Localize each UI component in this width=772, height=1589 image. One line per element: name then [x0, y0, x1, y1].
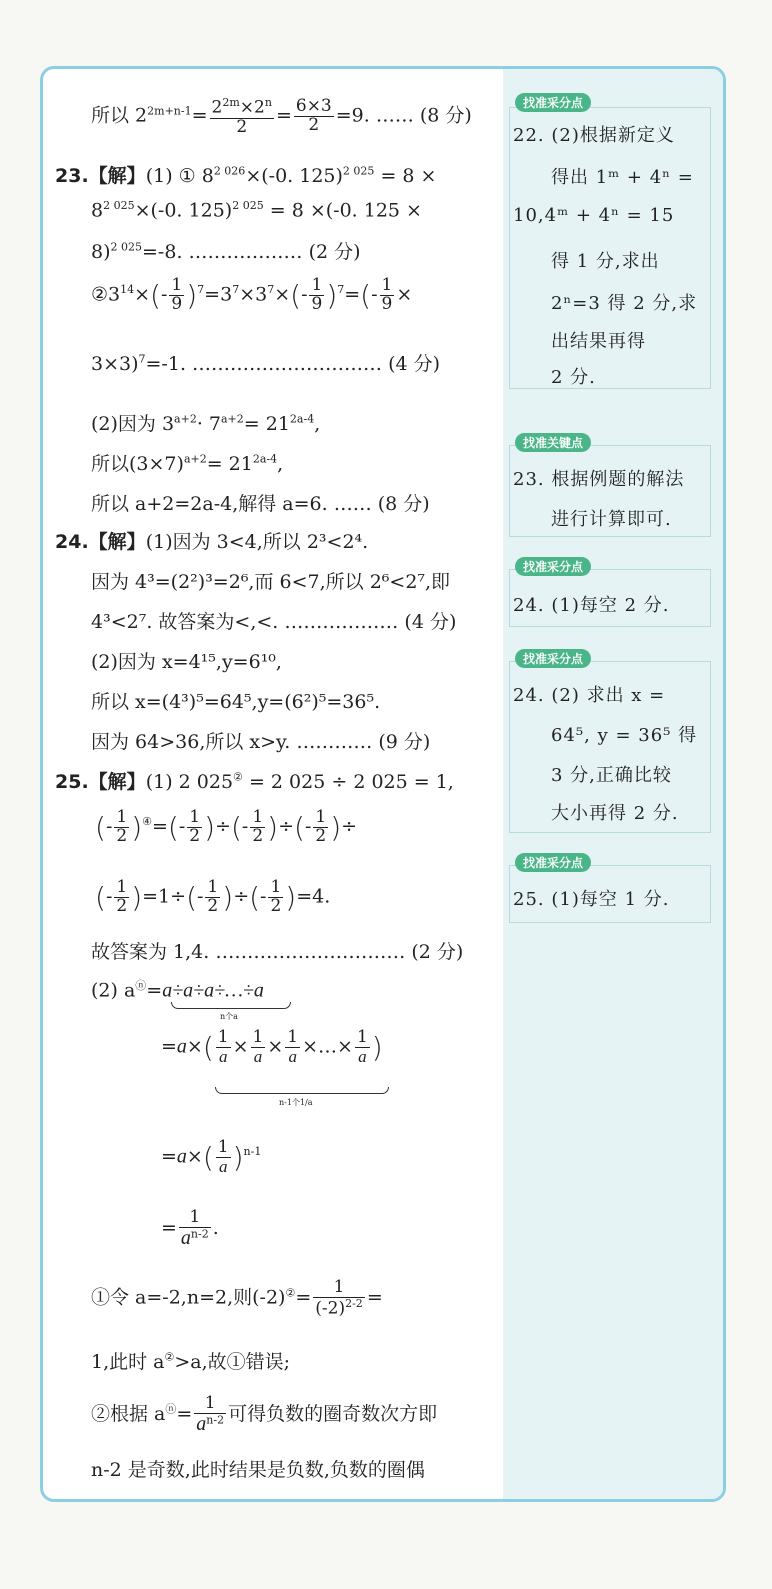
text: ②3 — [91, 283, 121, 306]
tip-line: 3 分,正确比较 — [551, 765, 672, 786]
line-25a: 25.【解】(1) 2 025② = 2 025 ÷ 2 025 = 1, — [55, 770, 454, 793]
line-23b — [91, 199, 422, 221]
exponent: a+2 — [183, 452, 207, 466]
line-24c: 4³<2⁷. 故答案为<,<. ……………… (4 分) — [91, 611, 457, 633]
tip-line: 2 分. — [551, 367, 596, 388]
tip-line: 24. (1)每空 2 分. — [513, 595, 670, 616]
line-23h: 所以 a+2=2a-4,解得 a=6. …… (8 分) — [91, 493, 430, 515]
line-25f: =a×( $\frac{1}{a}$ × $\frac{1}{a}$ × $\frac{1}{a}$ ×…× $\frac{1}{a}$ ) — [161, 1027, 383, 1066]
exponent: 2a-4 — [252, 452, 278, 466]
tip-tag: 找准采分点 — [515, 649, 591, 668]
brace-label: n个a — [220, 1012, 238, 1021]
text: (2)因为 3 — [91, 413, 175, 435]
tip-line: 23. 根据例题的解法 — [513, 469, 685, 490]
exponent: 2 025 — [110, 240, 143, 254]
exponent: 7 — [138, 352, 146, 366]
text: =4. — [296, 885, 331, 908]
tip-line: 得 1 分,求出 — [551, 251, 660, 272]
text: 所以 — [91, 104, 130, 127]
text: = 21 — [206, 453, 253, 475]
solution-label: 【解】 — [88, 165, 146, 187]
tip-tag: 找准采分点 — [515, 853, 591, 872]
text: (1) 2 025 — [145, 771, 234, 793]
text: = 8 ×(-0. 125 × — [269, 199, 422, 222]
question-number: 25. — [55, 771, 89, 793]
text: =9. …… (8 分) — [335, 104, 472, 127]
line-24e: 所以 x=(4³)⁵=64⁵,y=(6²)⁵=36⁵. — [91, 691, 381, 713]
line-22-result: 所以 $2^{2m+n-1}=$ $\frac{2^{2m}\times 2^n}{2}$ = $\frac{6\times 3}{2}$ =9. …… (8 分) — [91, 96, 472, 137]
tip-line: 2ⁿ=3 得 2 分,求 — [551, 293, 698, 314]
tip-line: 大小再得 2 分. — [551, 803, 679, 824]
text: 所以(3×7) — [91, 453, 184, 475]
text: ①令 a=-2,n=2,则(-2) — [91, 1286, 286, 1309]
underbrace — [215, 1087, 389, 1094]
text: (1) ① 8 — [145, 165, 214, 187]
solution-label: 【解】 — [88, 531, 146, 553]
text: · 7 — [196, 413, 221, 435]
text: 1,此时 a — [91, 1351, 165, 1373]
solution-column — [43, 69, 513, 1499]
line-25h: ①令 a=-2,n=2,则(-2)②= $\frac{1}{(-2)^{2-2}}$ = — [91, 1277, 383, 1319]
tip-tag: 找准采分点 — [515, 557, 591, 576]
line-23d: $②3^{14}\times(-$ $\frac{1}{9}$ )$^7=3^7\times 3^7\times(-$ $\frac{1}{9}$ )$^7$=(- $\frac{1}{9}$ × — [91, 275, 413, 314]
page-frame — [40, 66, 726, 1502]
text: 3×3) — [91, 353, 139, 375]
underbrace — [171, 1002, 291, 1009]
tip-line: 64⁵, y = 36⁵ 得 — [551, 725, 698, 746]
text: ×(-0. 125) — [134, 199, 233, 222]
exponent: 2 025 — [342, 164, 375, 178]
tip-line: 出结果再得 — [551, 331, 646, 352]
line-23c — [91, 237, 361, 264]
line-23g: 所以$(3\times 7)^{a+2}= 21^{2a-4}$, — [91, 452, 284, 475]
exponent: a+2 — [221, 412, 244, 426]
tip-line: 24. (2) 求出 x = — [513, 685, 666, 706]
line-23f: (2)因为 $3^{a+2}\cdot 7^{a+2}= 21^{2a-4}$, — [91, 412, 321, 435]
tip-tag: 找准关键点 — [515, 433, 591, 452]
line-25k: n-2 是奇数,此时结果是负数,负数的圈偶 — [91, 1459, 425, 1481]
exponent: 14 — [120, 283, 135, 297]
question-number: 23. — [55, 165, 89, 187]
text: >a,故①错误; — [174, 1351, 291, 1373]
tip-line: 25. (1)每空 1 分. — [513, 889, 670, 910]
line-24d: (2)因为 x=4¹⁵,y=6¹⁰, — [91, 651, 282, 673]
exponent: a+2 — [174, 412, 197, 426]
text: = 21 — [243, 413, 290, 435]
line-25d: 故答案为 1,4. ………………………… (2 分) — [91, 941, 464, 963]
line-25j: ②根据 aⓝ= $\frac{1}{a^{n-2}}$ 可得负数的圈奇数次方即 — [91, 1393, 438, 1435]
tip-line: 10,4ᵐ + 4ⁿ = 15 — [513, 205, 675, 226]
exponent: 2 025 — [232, 199, 264, 212]
text: (2) a — [91, 979, 136, 1002]
text: =-1. ………………………… (4 分) — [145, 353, 441, 375]
line-25b: (- $\frac{1}{2}$ )④=(- $\frac{1}{2}$ )÷(- $\frac{1}{2}$ )÷(- $\frac{1}{2}$ )÷ — [95, 807, 358, 846]
line-25e: (2) aⓝ=a÷a÷a÷…÷a — [91, 979, 264, 1002]
line-24a — [55, 527, 368, 554]
line-24b: 因为 4³=(2²)³=2⁶,而 6<7,所以 2⁶<2⁷,即 — [91, 571, 451, 593]
text: 8 — [91, 199, 104, 222]
text: 8) — [91, 241, 111, 263]
tip-tag: 找准采分点 — [515, 93, 591, 112]
tip-line: 进行计算即可. — [551, 509, 672, 530]
line-25c: (- $\frac{1}{2}$ )=1÷(- $\frac{1}{2}$ )÷(- $\frac{1}{2}$ )=4. — [95, 877, 331, 916]
text: a÷a÷a÷…÷a — [162, 979, 264, 1002]
solution-label: 【解】 — [88, 771, 146, 793]
tip-line: 得出 1ᵐ + 4ⁿ = — [551, 167, 694, 188]
text: 可得负数的圈奇数次方即 — [228, 1402, 438, 1425]
brace-label: n-1个1/a — [279, 1098, 313, 1107]
exponent: 2 026 — [213, 164, 246, 178]
tip-line: 22. (2)根据新定义 — [513, 125, 675, 146]
text: ×(-0. 125) — [245, 165, 343, 187]
text: ②根据 a — [91, 1402, 166, 1425]
line-24f: 因为 64>36,所以 x>y. ………… (9 分) — [91, 731, 431, 753]
line-25i: 1,此时 a②>a,故①错误; — [91, 1350, 291, 1373]
line-25g: =a×( $\frac{1}{a}$ )$^{n-1}$ — [161, 1137, 262, 1176]
exponent: 2a-4 — [289, 412, 315, 426]
text: =-8. ……………… (2 分) — [142, 241, 361, 263]
line-25g2: = $\frac{1}{a^{n-2}}$ . — [161, 1207, 219, 1249]
text: = 2 025 ÷ 2 025 = 1, — [248, 771, 454, 793]
text: = 8 × — [380, 165, 437, 187]
exponent: 2 025 — [103, 199, 135, 212]
line-23e — [91, 349, 440, 376]
text: (1)因为 3<4,所以 2³<2⁴. — [145, 531, 369, 553]
line-23a — [55, 161, 436, 188]
question-number: 24. — [55, 531, 89, 553]
